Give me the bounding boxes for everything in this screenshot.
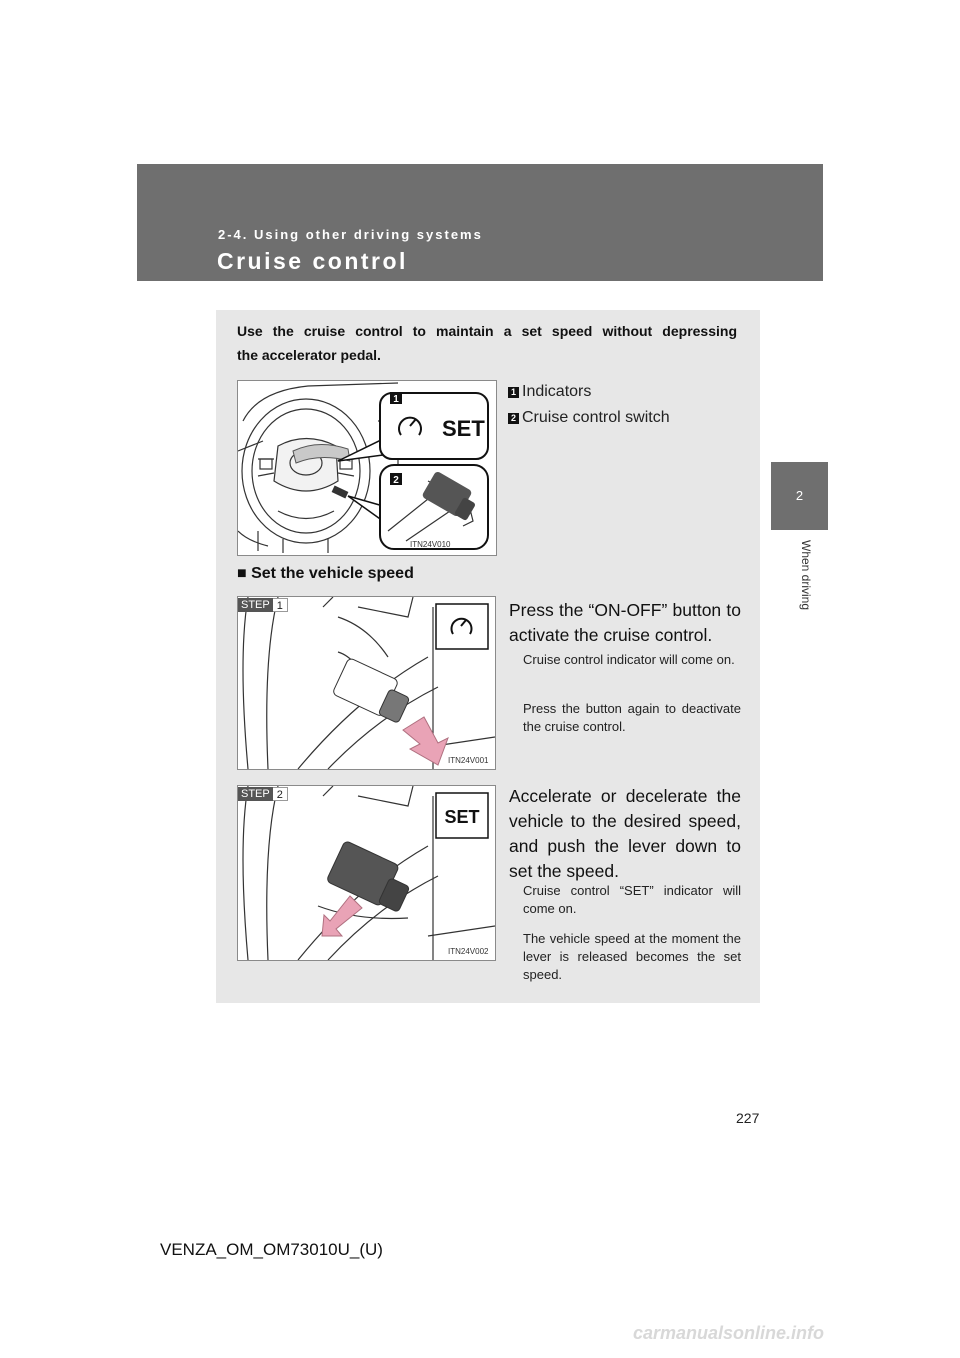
step2-note-1: Cruise control “SET” indicator will come on. <box>523 883 741 916</box>
step1-badge <box>238 598 288 612</box>
page-title: Cruise control <box>217 248 408 274</box>
callout-marker-2-number: 2 <box>393 475 399 486</box>
callout-indicators <box>508 383 591 401</box>
step2-instruction: Accelerate or decelerate the vehicle to the desired speed, and push the lever down to set the speed. <box>509 786 741 881</box>
step2-figure-code: ITN24V002 <box>448 947 489 956</box>
section-label: 2-4. Using other driving systems <box>218 227 483 242</box>
page-number: 227 <box>736 1110 760 1126</box>
callout-1-marker: 1 <box>508 387 519 398</box>
overview-illustration <box>237 380 497 556</box>
steering-wheel-drawing <box>238 381 496 555</box>
callout-2-marker: 2 <box>508 413 519 424</box>
step1-instruction: Press the “ON-OFF” button to activate the cruise control. <box>509 600 741 645</box>
callout-switch <box>508 409 670 427</box>
step2-badge-number: 2 <box>273 787 288 801</box>
push-arrow <box>403 717 448 765</box>
callout-marker-1-number: 1 <box>393 394 399 405</box>
step1-badge-label: STEP <box>238 598 273 612</box>
overview-figure-code: ITN24V010 <box>410 540 451 549</box>
watermark: carmanualsonline.info <box>633 1323 825 1343</box>
intro-line-1: Use the cruise control to maintain a set speed without depressing <box>237 323 737 339</box>
subheading: ■ Set the vehicle speed <box>237 565 414 582</box>
step2-badge-label: STEP <box>238 787 273 801</box>
set-indicator-label: SET <box>442 416 485 441</box>
document-code: VENZA_OM_OM73010U_(U) <box>160 1240 383 1259</box>
chapter-label: When driving <box>799 540 813 611</box>
step1-lever-drawing <box>238 597 495 769</box>
callout-1-label: Indicators <box>522 383 592 400</box>
step1-figure-code: ITN24V001 <box>448 756 489 765</box>
cruise-indicator-box <box>436 604 488 649</box>
intro-line-2: the accelerator pedal. <box>237 347 381 363</box>
step1-note-1: Cruise control indicator will come on. <box>523 652 735 667</box>
step2-illustration <box>237 785 496 961</box>
intro-text <box>237 319 737 367</box>
step2-set-label: SET <box>444 807 480 827</box>
step1-illustration <box>237 596 496 770</box>
callout-2-label: Cruise control switch <box>522 409 670 426</box>
chapter-number: 2 <box>795 488 804 503</box>
step1-note-2: Press the button again to deactivate the cruise control. <box>523 701 741 734</box>
step2-badge <box>238 787 288 801</box>
step2-lever-drawing <box>238 786 495 960</box>
step2-note-2: The vehicle speed at the moment the lever is released becomes the set speed. <box>523 931 741 982</box>
step1-badge-number: 1 <box>273 598 288 612</box>
